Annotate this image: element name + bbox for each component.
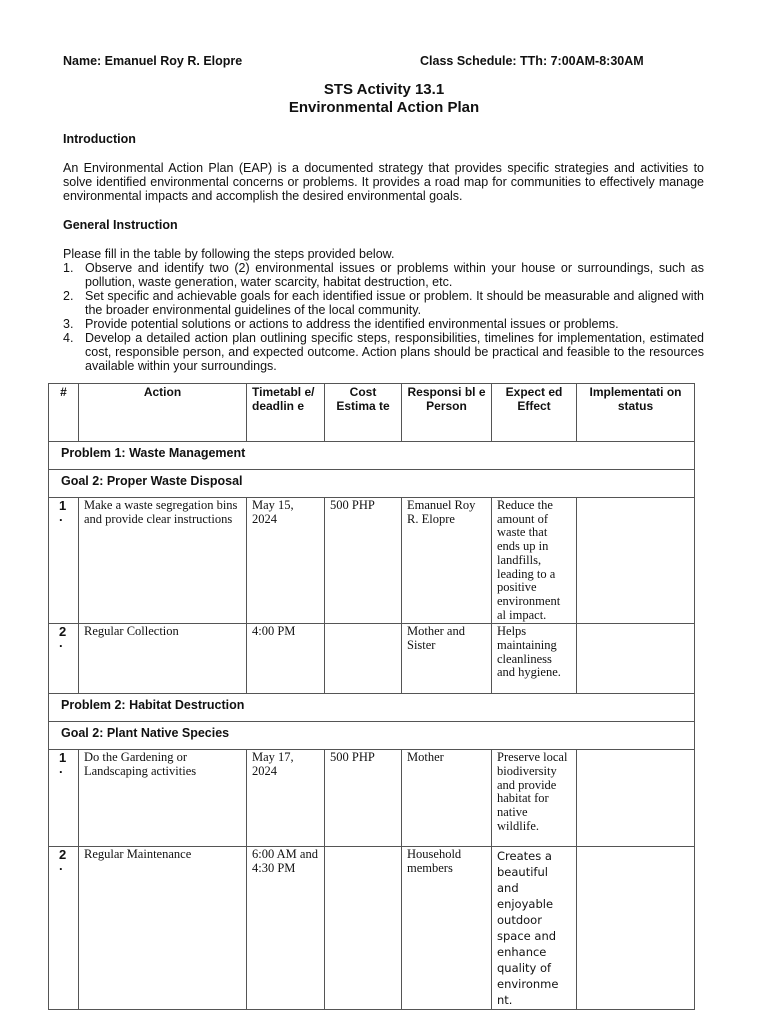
goal-row — [49, 470, 695, 498]
class-schedule: Class Schedule: TTh: 7:00AM-8:30AM — [420, 54, 644, 68]
person-cell: Mother — [402, 750, 492, 847]
timetable-cell: 4:00 PM — [247, 624, 325, 694]
status-cell — [577, 750, 695, 847]
problem-row — [49, 694, 695, 722]
action-cell: Regular Maintenance — [79, 847, 247, 1010]
row-number: 2 . — [49, 847, 79, 1010]
cost-cell: 500 PHP — [325, 750, 402, 847]
header-timetable: Timetabl e/ deadlin e — [247, 384, 325, 442]
goal-row — [49, 722, 695, 750]
status-cell — [577, 847, 695, 1010]
instruction-step: 4. Develop a detailed action plan outlining specific steps, responsibilities, timelines for implementation, estimated cost, responsible person, and expected outcome. Action plans should be practical and feasible to the resources available within your surroundings. — [63, 331, 704, 373]
header-cost: Cost Estima te — [325, 384, 402, 442]
status-cell — [577, 498, 695, 624]
header-status: Implementati on status — [577, 384, 695, 442]
person-cell: Emanuel Roy R. Elopre — [402, 498, 492, 624]
timetable-cell: 6:00 AM and 4:30 PM — [247, 847, 325, 1010]
row-number: 1 . — [49, 750, 79, 847]
cost-cell: 500 PHP — [325, 498, 402, 624]
instruction-step: 3. Provide potential solutions or actions to address the identified environmental issues or problems. — [63, 317, 619, 331]
row-number: 2 . — [49, 624, 79, 694]
table-header-row — [49, 384, 695, 442]
action-cell: Regular Collection — [79, 624, 247, 694]
table-row — [49, 624, 695, 694]
instruction-heading: General Instruction — [63, 218, 178, 232]
table-row — [49, 750, 695, 847]
person-cell: Mother and Sister — [402, 624, 492, 694]
header-action: Action — [79, 384, 247, 442]
problem-label: Problem 2: Habitat Destruction — [49, 694, 695, 722]
status-cell — [577, 624, 695, 694]
effect-cell: Preserve local biodiversity and provide habitat for native wildlife. — [492, 750, 577, 847]
action-cell: Make a waste segregation bins and provide clear instructions — [79, 498, 247, 624]
goal-label: Goal 2: Proper Waste Disposal — [49, 470, 695, 498]
problem-row — [49, 442, 695, 470]
header-effect: Expect ed Effect — [492, 384, 577, 442]
cost-cell — [325, 624, 402, 694]
effect-cell: Reduce the amount of waste that ends up in landfills, leading to a positive environment al impact. — [492, 498, 577, 624]
goal-label: Goal 2: Plant Native Species — [49, 722, 695, 750]
effect-cell: Helps maintaining cleanliness and hygiene. — [492, 624, 577, 694]
action-cell: Do the Gardening or Landscaping activities — [79, 750, 247, 847]
introduction-heading: Introduction — [63, 132, 136, 146]
table-row — [49, 847, 695, 1010]
table-row — [49, 498, 695, 624]
activity-title: STS Activity 13.1 — [323, 81, 445, 98]
person-cell: Household members — [402, 847, 492, 1010]
introduction-text: An Environmental Action Plan (EAP) is a documented strategy that provides specific strategies and activities to solve identified environmental concerns or problems. It provides a road map for communities to effectively manage environmental impacts and accomplish the desired environmental goals. — [63, 161, 704, 203]
cost-cell — [325, 847, 402, 1010]
problem-label: Problem 1: Waste Management — [49, 442, 695, 470]
header-person: Responsi bl e Person — [402, 384, 492, 442]
timetable-cell: May 15, 2024 — [247, 498, 325, 624]
row-number: 1 . — [49, 498, 79, 624]
timetable-cell: May 17, 2024 — [247, 750, 325, 847]
instruction-lead: Please fill in the table by following the steps provided below. — [63, 247, 395, 261]
instruction-step: 2. Set specific and achievable goals for each identified issue or problem. It should be measurable and aligned with the broader environmental guidelines of the local community. — [63, 289, 704, 317]
student-name: Name: Emanuel Roy R. Elopre — [63, 54, 243, 68]
instruction-step: 1. Observe and identify two (2) environmental issues or problems within your house or surroundings, such as pollution, waste generation, water scarcity, habitat destruction, etc. — [63, 261, 704, 289]
action-plan-table — [48, 383, 695, 1010]
effect-cell: Creates a beautiful and enjoyable outdoor space and enhance quality of environme nt. — [492, 847, 577, 1010]
activity-subtitle: Environmental Action Plan — [288, 99, 480, 116]
instruction-steps — [63, 261, 704, 373]
header-num: # — [49, 384, 79, 442]
